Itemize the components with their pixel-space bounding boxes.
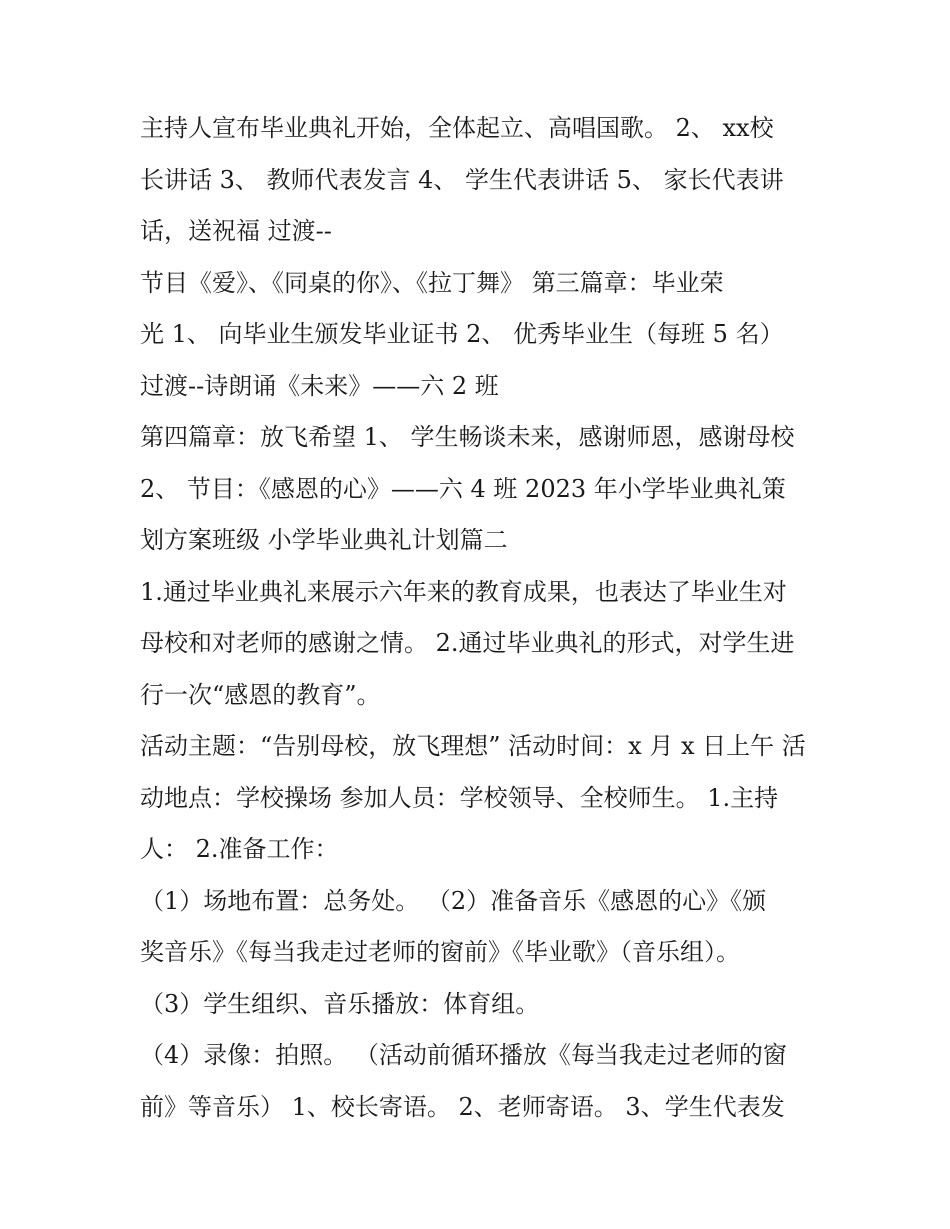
- text-line: 活动主题：“告别母校，放飞理想” 活动时间：x 月 x 日上午 活: [140, 732, 806, 760]
- text-line: 母校和对老师的感谢之情。 2.通过毕业典礼的形式，对学生进: [140, 629, 795, 657]
- text-line: 话，送祝福 过渡--: [140, 217, 332, 245]
- text-line: 划方案班级 小学毕业典礼计划篇二: [140, 526, 508, 554]
- text-line: （3）学生组织、音乐播放：体育组。: [140, 989, 540, 1018]
- text-line: 第四篇章：放飞希望 1、 学生畅谈未来，感谢师恩，感谢母校: [140, 423, 795, 451]
- text-line: 行一次“感恩的教育”。: [140, 680, 381, 709]
- text-line: 人： 2.准备工作：: [140, 835, 339, 863]
- text-line: 长讲话 3、 教师代表发言 4、 学生代表讲话 5、 家长代表讲: [140, 165, 784, 194]
- text-line: 2、 节目：《感恩的心》——六 4 班 2023 年小学毕业典礼策: [140, 474, 786, 503]
- text-line: 光 1、 向毕业生颁发毕业证书 2、 优秀毕业生（每班 5 名）: [140, 320, 784, 348]
- text-line: （1）场地布置：总务处。 （2）准备音乐《感恩的心》《颁: [140, 886, 767, 915]
- text-line: 奖音乐》《每当我走过老师的窗前》《毕业歌》（音乐组）。: [140, 938, 740, 966]
- text-line: 前》等音乐） 1、校长寄语。 2、老师寄语。 3、学生代表发: [140, 1092, 785, 1121]
- text-line: 主持人宣布毕业典礼开始，全体起立、高唱国歌。 2、 xx校: [140, 114, 774, 142]
- text-line: 过渡--诗朗诵《未来》——六 2 班: [140, 371, 499, 400]
- document-body: [140, 103, 820, 1133]
- text-line: 动地点：学校操场 参加人员：学校领导、全校师生。 1.主持: [140, 783, 779, 812]
- text-line: 1.通过毕业典礼来展示六年来的教育成果，也表达了毕业生对: [140, 577, 787, 606]
- text-line: （4）录像：拍照。 （活动前循环播放《每当我走过老师的窗: [140, 1041, 787, 1069]
- text-line: 节目《爱》、《同桌的你》、《拉丁舞》 第三篇章：毕业荣: [140, 268, 724, 297]
